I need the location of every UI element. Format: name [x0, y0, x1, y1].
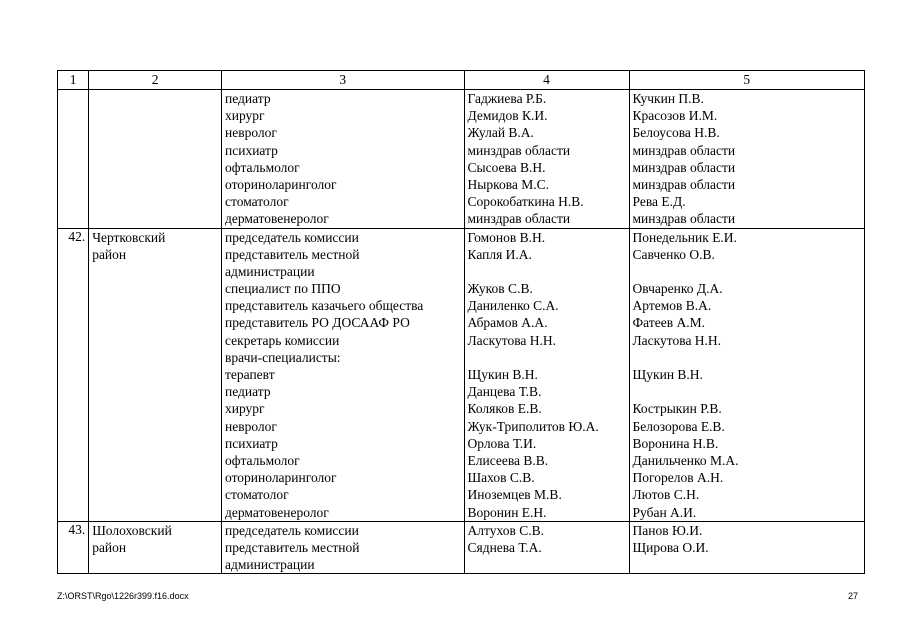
cell-line: Кучкин П.В.: [632, 91, 704, 106]
cell-line: хирург: [225, 401, 265, 417]
cell-line: Погорелов А.Н.: [632, 470, 724, 486]
cell-line: Ныркова М.С.: [467, 176, 550, 192]
cell-line: Ласкутова Н.Н.: [632, 332, 722, 348]
primary-member-cell: [464, 90, 629, 229]
cell-line: Белозорова Е.В.: [632, 418, 725, 434]
cell-line: врачи-специалисты:: [225, 349, 341, 365]
column-header: 2: [89, 71, 222, 90]
cell-line: минздрав области: [632, 176, 736, 192]
cell-line: Рубан А.И.: [632, 504, 697, 520]
cell-line: специалист по ППО: [225, 281, 341, 297]
cell-line: Даниленко С.А.: [467, 298, 559, 314]
cell-line: Понедельник Е.И.: [632, 229, 737, 245]
cell-line: дерматовенеролог: [225, 211, 329, 227]
cell-line: [633, 263, 861, 280]
cell-line: [468, 349, 626, 366]
roles-cell: [222, 90, 465, 229]
cell-line: район: [92, 539, 127, 555]
row-number-cell: [58, 90, 89, 229]
cell-line: Щирова О.И.: [632, 539, 709, 555]
cell-line: Овчаренко Д.А.: [632, 281, 723, 297]
cell-line: Сяднева Т.А.: [467, 539, 542, 555]
cell-line: [633, 349, 861, 366]
cell-line: Воронина Н.В.: [632, 435, 719, 451]
cell-line: Сорокобаткина Н.В.: [467, 194, 584, 210]
cell-line: Фатеев А.М.: [632, 315, 705, 331]
table-row: [58, 228, 865, 521]
cell-line: Капля И.А.: [467, 246, 532, 262]
cell-line: Абрамов А.А.: [467, 315, 548, 331]
cell-line: Чертковский: [92, 229, 166, 245]
cell-line: Жук-Триполитов Ю.А.: [467, 418, 599, 434]
cell-line: [468, 556, 626, 573]
cell-line: представитель казачьего общества: [225, 298, 424, 314]
reserve-member-cell: [629, 90, 864, 229]
footer-page-number: 27: [848, 591, 859, 601]
cell-line: дерматовенеролог: [225, 504, 329, 520]
table-body: [58, 90, 865, 574]
cell-line: минздрав области: [467, 211, 571, 227]
cell-line: председатель комиссии: [225, 522, 359, 538]
cell-line: Рева Е.Д.: [632, 194, 686, 210]
cell-line: оториноларинголог: [225, 176, 337, 192]
cell-line: Кострыкин Р.В.: [632, 401, 722, 417]
cell-line: Иноземцев М.В.: [467, 487, 562, 503]
commission-table: [57, 70, 865, 574]
table-header-row: [58, 71, 865, 90]
cell-line: офтальмолог: [225, 452, 300, 468]
table-row: [58, 521, 865, 574]
cell-line: [468, 263, 626, 280]
cell-line: Данильченко М.А.: [632, 452, 739, 468]
column-header: 1: [58, 71, 89, 90]
cell-line: Елисеева В.В.: [467, 452, 549, 468]
column-header: 3: [222, 71, 465, 90]
cell-line: Щукин В.Н.: [632, 367, 703, 382]
cell-line: стоматолог: [225, 194, 289, 210]
cell-line: район: [92, 246, 127, 262]
cell-line: психиатр: [225, 142, 278, 158]
cell-line: Алтухов С.В.: [467, 522, 544, 538]
cell-line: Демидов К.И.: [467, 108, 548, 124]
cell-line: Белоусова Н.В.: [632, 125, 720, 141]
cell-line: Красозов И.М.: [632, 108, 718, 124]
cell-line: представитель местной: [225, 246, 360, 262]
reserve-member-cell: [629, 521, 864, 574]
footer-file-path: Z:\ORST\Rgo\1226r399.f16.docx: [57, 591, 189, 601]
cell-line: Жулай В.А.: [467, 125, 534, 141]
cell-line: минздрав области: [632, 159, 736, 175]
cell-line: минздрав области: [632, 142, 736, 158]
cell-line: представитель местной: [225, 539, 360, 555]
cell-line: невролог: [225, 418, 277, 434]
cell-line: оториноларинголог: [225, 470, 337, 486]
cell-line: терапевт: [225, 367, 275, 382]
cell-line: офтальмолог: [225, 159, 300, 175]
cell-line: минздрав области: [467, 142, 571, 158]
row-number-cell: 43.: [58, 521, 89, 574]
cell-line: Ласкутова Н.Н.: [467, 332, 557, 348]
cell-line: невролог: [225, 125, 277, 141]
column-header: 5: [629, 71, 864, 90]
row-number-cell: 42.: [58, 228, 89, 521]
cell-line: Сысоева В.Н.: [467, 159, 546, 175]
roles-cell: [222, 228, 465, 521]
primary-member-cell: [464, 228, 629, 521]
cell-line: Коляков Е.В.: [467, 401, 542, 417]
district-cell: [89, 521, 222, 574]
reserve-member-cell: [629, 228, 864, 521]
cell-line: Щукин В.Н.: [467, 367, 538, 382]
district-cell: [89, 228, 222, 521]
cell-line: Данцева Т.В.: [467, 384, 542, 400]
table-row: [58, 90, 865, 229]
cell-line: Гомонов В.Н.: [467, 229, 546, 245]
cell-line: секретарь комиссии: [225, 332, 340, 348]
cell-line: Лютов С.Н.: [632, 487, 700, 503]
cell-line: представитель РО ДОСААФ РО: [225, 315, 410, 331]
cell-line: председатель комиссии: [225, 229, 359, 245]
cell-line: минздрав области: [632, 211, 736, 227]
cell-line: Шахов С.В.: [467, 470, 535, 486]
cell-line: администрации: [225, 263, 315, 279]
cell-line: администрации: [225, 557, 315, 573]
cell-line: педиатр: [225, 384, 271, 400]
cell-line: Гаджиева Р.Б.: [467, 91, 547, 106]
cell-line: Савченко О.В.: [632, 246, 715, 262]
cell-line: педиатр: [225, 91, 271, 106]
cell-line: Жуков С.В.: [467, 281, 533, 297]
cell-line: [633, 556, 861, 573]
roles-cell: [222, 521, 465, 574]
cell-line: Шолоховский: [92, 522, 172, 538]
cell-line: Панов Ю.И.: [632, 522, 703, 538]
column-header: 4: [464, 71, 629, 90]
cell-line: Орлова Т.И.: [467, 435, 537, 451]
district-cell: [89, 90, 222, 229]
cell-line: [633, 383, 861, 400]
primary-member-cell: [464, 521, 629, 574]
cell-line: Артемов В.А.: [632, 298, 712, 314]
cell-line: хирург: [225, 108, 265, 124]
cell-line: психиатр: [225, 435, 278, 451]
cell-line: Воронин Е.Н.: [467, 504, 547, 520]
cell-line: стоматолог: [225, 487, 289, 503]
